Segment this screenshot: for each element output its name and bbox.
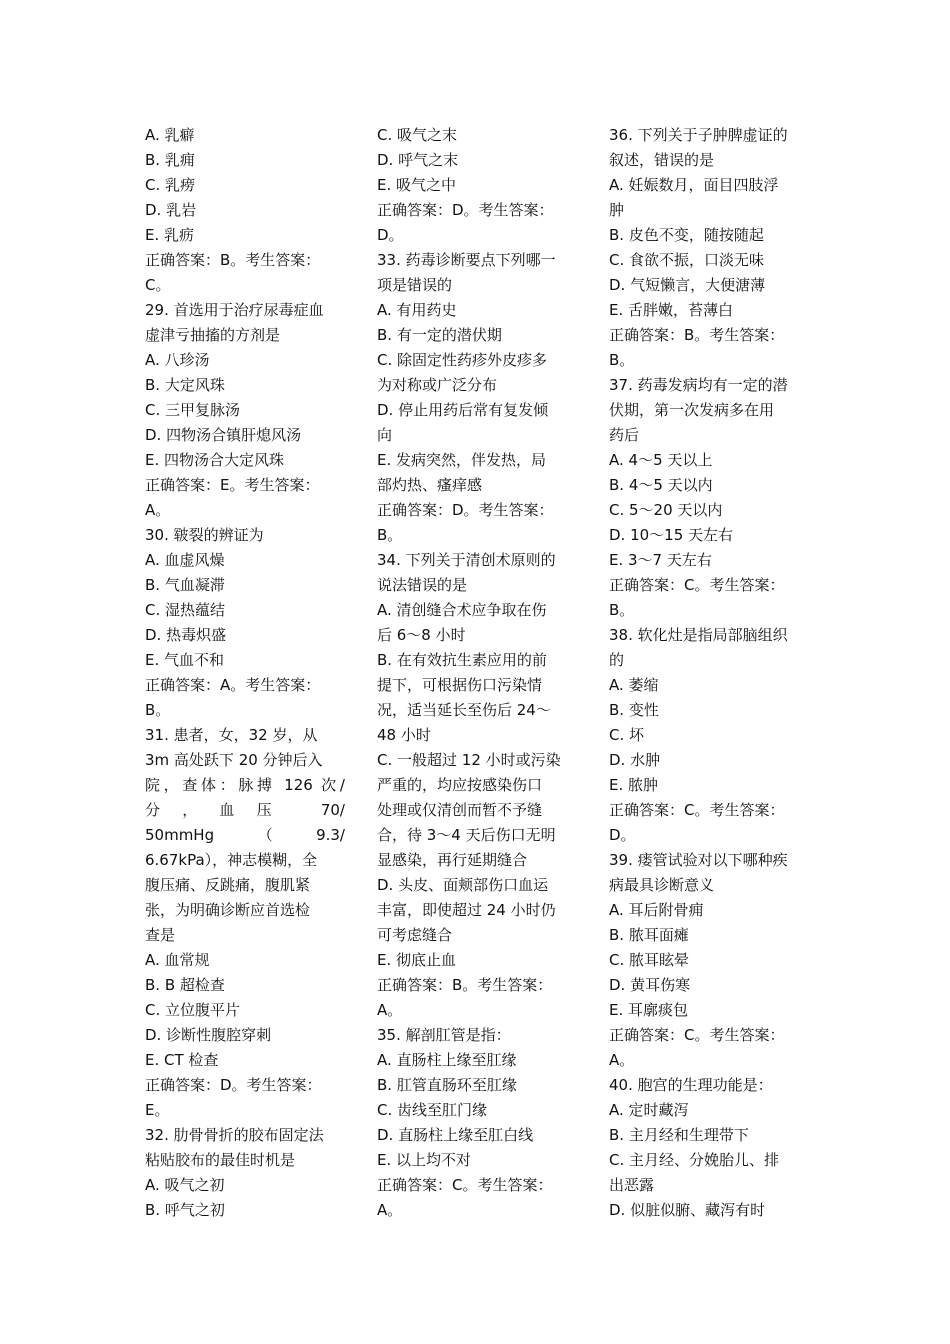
text-line: 部灼热、瘙痒感 xyxy=(377,476,483,494)
text-line: E. 发病突然，伴发热，局 xyxy=(377,451,547,469)
text-line: 查是 xyxy=(145,926,176,944)
text-line: 31. 患者，女，32 岁，从 xyxy=(145,726,318,744)
text-line: 可考虑缝合 xyxy=(377,926,453,944)
text-line: 正确答案：D。考生答案： xyxy=(145,1076,322,1094)
text-line: E. 舌胖嫩，苔薄白 xyxy=(609,301,734,319)
text-line: E. 彻底止血 xyxy=(377,951,457,969)
text-line: A. 定时藏泻 xyxy=(609,1101,689,1119)
text-line: 向 xyxy=(377,426,393,444)
text-line: C. 湿热蕴结 xyxy=(145,601,226,619)
text-line: D。 xyxy=(609,826,636,844)
text-line: D. 四物汤合镇肝熄风汤 xyxy=(145,426,302,444)
text-line: 正确答案：C。考生答案： xyxy=(377,1176,553,1194)
text-line: D. 呼气之末 xyxy=(377,151,459,169)
text-line: D. 诊断性腹腔穿刺 xyxy=(145,1026,272,1044)
text-line: B。 xyxy=(609,351,635,369)
text-line: 正确答案：A。考生答案： xyxy=(145,676,321,694)
text-line: D. 10～15 天左右 xyxy=(609,526,734,544)
text-line: C. 三甲复脉汤 xyxy=(145,401,241,419)
text-line: B. 主月经和生理带下 xyxy=(609,1126,749,1144)
text-line: 正确答案：C。考生答案： xyxy=(609,576,785,594)
text-line: A. 4～5 天以上 xyxy=(609,451,713,469)
text-line: E. 耳廓痰包 xyxy=(609,1001,689,1019)
text-line: C. 乳痨 xyxy=(145,176,196,194)
text-line: 肿 xyxy=(609,201,625,219)
text-line: 40. 胞宫的生理功能是： xyxy=(609,1076,773,1094)
text-line: D。 xyxy=(377,226,404,244)
text-line: 院，查体：脉搏 126 次/ xyxy=(145,776,345,794)
text-line: 药后 xyxy=(609,426,640,444)
text-line: D. 热毒炽盛 xyxy=(145,626,227,644)
text-line: 正确答案：D。考生答案： xyxy=(377,201,554,219)
text-line: 的 xyxy=(609,651,625,669)
text-line: B. 肛管直肠环至肛缘 xyxy=(377,1076,517,1094)
text-line: A。 xyxy=(609,1051,635,1069)
text-line: E。 xyxy=(145,1101,170,1119)
text-line: B. 在有效抗生素应用的前 xyxy=(377,651,547,669)
text-line: E. 以上均不对 xyxy=(377,1151,472,1169)
text-column-2 xyxy=(377,123,577,1223)
text-line: 35. 解剖肛管是指： xyxy=(377,1026,511,1044)
text-line: 正确答案：B。考生答案： xyxy=(145,251,321,269)
text-line: C. 主月经、分娩胎儿、排 xyxy=(609,1151,780,1169)
text-line: 37. 药毒发病均有一定的潜 xyxy=(609,376,788,394)
text-line: B. 乳痈 xyxy=(145,151,195,169)
text-line: C. 齿线至肛门缘 xyxy=(377,1101,488,1119)
text-line: 38. 软化灶是指局部脑组织 xyxy=(609,626,788,644)
text-line: 项是错误的 xyxy=(377,276,453,294)
text-line: B. 大定风珠 xyxy=(145,376,225,394)
text-line: D. 黄耳伤寒 xyxy=(609,976,691,994)
text-line: 张，为明确诊断应首选检 xyxy=(145,901,311,919)
text-line: 后 6～8 小时 xyxy=(377,626,466,644)
text-line: C。 xyxy=(145,276,171,294)
text-line: B。 xyxy=(377,526,403,544)
text-line: A. 清创缝合术应争取在伤 xyxy=(377,601,547,619)
text-line: 29. 首选用于治疗尿毒症血 xyxy=(145,301,324,319)
text-line: B。 xyxy=(609,601,635,619)
text-line: 36. 下列关于子肿脾虚证的 xyxy=(609,126,788,144)
text-line: 正确答案：B。考生答案： xyxy=(609,326,785,344)
text-line: 叙述，错误的是 xyxy=(609,151,715,169)
text-line: A。 xyxy=(377,1001,403,1019)
text-line: A. 有用药史 xyxy=(377,301,457,319)
text-line: 分，血压 70/ xyxy=(145,801,345,819)
text-line: C. 一般超过 12 小时或污染 xyxy=(377,751,561,769)
text-line: 正确答案：B。考生答案： xyxy=(377,976,553,994)
text-line: 出恶露 xyxy=(609,1176,655,1194)
text-line: C. 坏 xyxy=(609,726,645,744)
text-line: A. 乳癖 xyxy=(145,126,195,144)
text-line: 严重的，均应按感染伤口 xyxy=(377,776,543,794)
text-column-1 xyxy=(145,123,345,1223)
text-line: 正确答案：C。考生答案： xyxy=(609,1026,785,1044)
text-line: A. 血虚风燥 xyxy=(145,551,225,569)
text-line: D. 气短懒言，大便溏薄 xyxy=(609,276,766,294)
text-line: B. 脓耳面瘫 xyxy=(609,926,689,944)
text-line: A。 xyxy=(145,501,171,519)
text-line: B. 呼气之初 xyxy=(145,1201,225,1219)
text-line: D. 乳岩 xyxy=(145,201,197,219)
text-line: 伏期，第一次发病多在用 xyxy=(609,401,775,419)
text-line: B. 气血凝滞 xyxy=(145,576,225,594)
text-line: 6.67kPa），神志模糊，全 xyxy=(145,851,318,869)
text-line: B. 有一定的潜伏期 xyxy=(377,326,502,344)
text-line: C. 立位腹平片 xyxy=(145,1001,241,1019)
text-line: 况，适当延长至伤后 24～ xyxy=(377,701,551,719)
text-line: 34. 下列关于清创术原则的 xyxy=(377,551,556,569)
text-line: 3m 高处跃下 20 分钟后入 xyxy=(145,751,323,769)
text-line: 32. 肋骨骨折的胶布固定法 xyxy=(145,1126,324,1144)
text-line: D. 直肠柱上缘至肛白线 xyxy=(377,1126,534,1144)
text-line: 显感染，再行延期缝合 xyxy=(377,851,528,869)
text-line: E. 3～7 天左右 xyxy=(609,551,712,569)
text-line: 50mmHg（9.3/ xyxy=(145,826,345,844)
text-line: A. 吸气之初 xyxy=(145,1176,225,1194)
text-line: B. 变性 xyxy=(609,701,659,719)
text-line: 为对称或广泛分布 xyxy=(377,376,498,394)
text-line: A. 直肠柱上缘至肛缘 xyxy=(377,1051,517,1069)
text-line: 正确答案：C。考生答案： xyxy=(609,801,785,819)
text-line: B. 皮色不变，随按随起 xyxy=(609,226,764,244)
text-line: A. 萎缩 xyxy=(609,676,659,694)
text-line: 30. 皲裂的辨证为 xyxy=(145,526,264,544)
text-line: 33. 药毒诊断要点下列哪一 xyxy=(377,251,556,269)
text-line: 合，待 3～4 天后伤口无明 xyxy=(377,826,556,844)
text-line: B。 xyxy=(145,701,171,719)
text-line: E. 气血不和 xyxy=(145,651,225,669)
text-line: D. 停止用药后常有复发倾 xyxy=(377,401,549,419)
text-line: 39. 瘘管试验对以下哪种疾 xyxy=(609,851,788,869)
text-line: 丰富，即使超过 24 小时仍 xyxy=(377,901,556,919)
text-line: 腹压痛、反跳痛，腹肌紧 xyxy=(145,876,311,894)
text-line: 粘贴胶布的最佳时机是 xyxy=(145,1151,296,1169)
text-line: C. 5～20 天以内 xyxy=(609,501,723,519)
text-line: 处理或仅清创而暂不予缝 xyxy=(377,801,543,819)
text-line: 说法错误的是 xyxy=(377,576,468,594)
text-line: D. 水肿 xyxy=(609,751,661,769)
text-line: D. 似脏似腑、藏泻有时 xyxy=(609,1201,766,1219)
text-column-3 xyxy=(609,123,809,1223)
text-line: E. 四物汤合大定风珠 xyxy=(145,451,285,469)
text-line: A. 血常规 xyxy=(145,951,210,969)
text-line: 48 小时 xyxy=(377,726,431,744)
text-line: E. 脓肿 xyxy=(609,776,659,794)
text-line: 虚津亏抽搐的方剂是 xyxy=(145,326,281,344)
text-line: 提下，可根据伤口污染情 xyxy=(377,676,543,694)
text-line: 病最具诊断意义 xyxy=(609,876,715,894)
text-line: B. 4～5 天以内 xyxy=(609,476,713,494)
text-line: C. 吸气之末 xyxy=(377,126,458,144)
text-line: A. 妊娠数月，面目四肢浮 xyxy=(609,176,779,194)
text-line: E. 乳疬 xyxy=(145,226,195,244)
text-line: 正确答案：D。考生答案： xyxy=(377,501,554,519)
text-line: C. 食欲不振，口淡无味 xyxy=(609,251,765,269)
text-line: E. 吸气之中 xyxy=(377,176,457,194)
text-line: C. 脓耳眩晕 xyxy=(609,951,690,969)
text-line: A. 八珍汤 xyxy=(145,351,210,369)
text-line: B. B 超检查 xyxy=(145,976,225,994)
text-line: C. 除固定性药疹外皮疹多 xyxy=(377,351,548,369)
text-line: A。 xyxy=(377,1201,403,1219)
text-line: 正确答案：E。考生答案： xyxy=(145,476,320,494)
text-line: A. 耳后附骨痈 xyxy=(609,901,704,919)
text-line: E. CT 检查 xyxy=(145,1051,219,1069)
text-line: D. 头皮、面颊部伤口血运 xyxy=(377,876,549,894)
